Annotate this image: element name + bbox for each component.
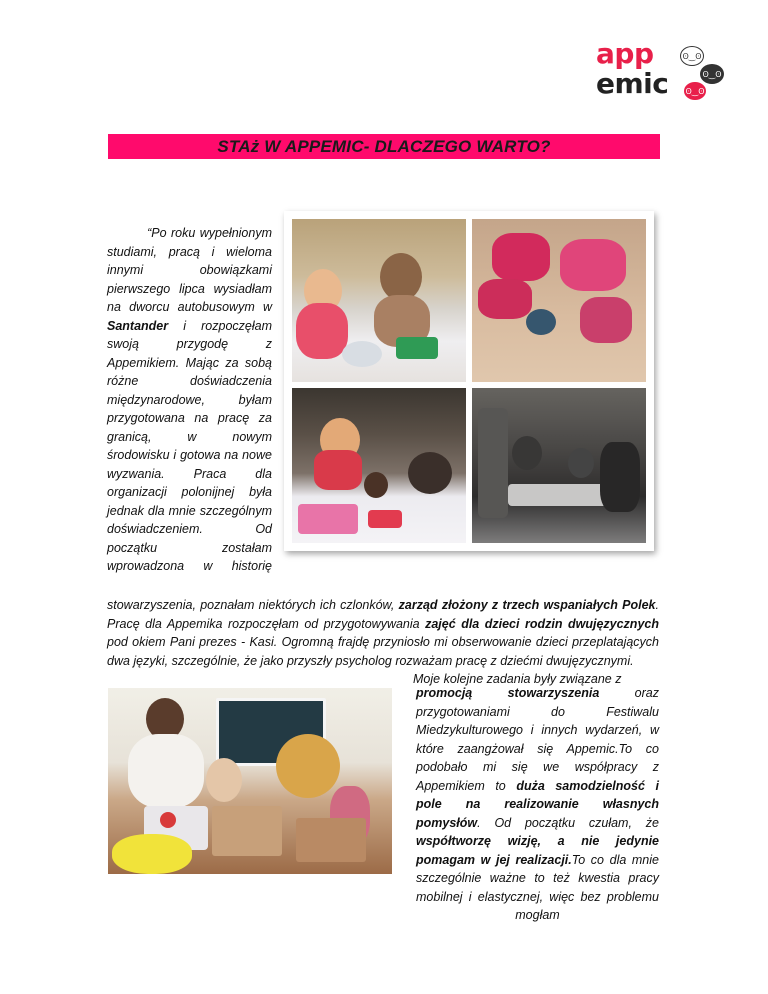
speech-bubble-icon: ʘ‿ʘ: [680, 46, 704, 66]
craft-pig: [580, 297, 632, 343]
craft-paper: [368, 510, 402, 528]
photo-street-workshop: [472, 388, 646, 543]
title-banner: [108, 134, 660, 159]
text-run-bold: Santander: [107, 318, 169, 333]
child-figure: [296, 303, 348, 359]
text-run-bold: współtworzę wizję, a nie jedynie pomagam w jej realizacji.: [416, 834, 659, 867]
cardboard-box: [296, 818, 366, 862]
text-run-bold: duża samodzielność i pole na realizowanie własnych pomysłów: [416, 778, 659, 830]
logo-word-emic: emic: [596, 67, 669, 100]
text-run: “Po roku wypełnionym studiami, pracą i wieloma innymi obowiązkami pierwszego lipca wysiadłam na dworcu autobusowym w: [107, 226, 273, 314]
child-figure: [364, 472, 388, 498]
photo-crafted-pigs: [472, 219, 646, 382]
photo-teacher-with-children: [292, 388, 466, 543]
bottle-cap: [526, 309, 556, 335]
appemic-logo: [596, 37, 736, 108]
yellow-feathers: [112, 834, 192, 874]
craft-pig: [478, 279, 532, 319]
text-run: To co dla mnie szczególnie ważne to też kwestia pracy mobilnej i elastycznej, więc bez problemu mogłam: [416, 852, 659, 922]
photo-collage: [284, 211, 654, 551]
craft-pig: [560, 239, 626, 291]
plastic-bottle: [342, 341, 382, 367]
right-column-text: [416, 684, 659, 925]
text-run: pod okiem Pani prezes - Kasi. Ogromną frajdę przyniosło mi obserwowanie dzieci przeplatających dwa języki, szczególnie, że jako przyszły psycholog rozważam pracę z dziećmi dwujęzycznymi.: [107, 635, 659, 668]
craft-paper: [298, 504, 358, 534]
speech-bubble-icon: ʘ‿ʘ: [684, 82, 706, 100]
craft-decoration: [160, 812, 176, 828]
logo-word-app: app: [596, 37, 654, 70]
text-run-bold: zajęć dla dzieci rodzin dwujęzycznych: [425, 616, 659, 631]
wide-paragraph: [107, 596, 659, 689]
adult-figure: [512, 436, 542, 470]
child-figure: [568, 448, 594, 478]
adult-figure: [600, 442, 640, 512]
text-run-bold: promocją stowarzyszenia: [416, 686, 600, 700]
text-run: stowarzyszenia, poznałam niektórych ich czlonków,: [107, 598, 399, 612]
text-run: oraz przygotowaniami do Festiwalu Miedzykulturowego i innych wydarzeń, w które zaangżował się Appemic.To co podobało mi się we współpracy z Appemikiem to: [416, 686, 659, 793]
adult-figure: [408, 452, 452, 494]
pillar: [478, 408, 508, 518]
adult-figure: [276, 734, 340, 798]
text-run-bold: zarząd złożony z trzech wspaniałych Polek: [398, 598, 656, 612]
text-run: Moje kolejne zadania były związane z: [413, 672, 622, 686]
adult-figure: [314, 450, 362, 490]
speech-bubble-icon: ʘ‿ʘ: [700, 64, 724, 84]
cardboard-box: [212, 806, 282, 856]
text-run: . Od początku czułam, że: [477, 815, 659, 830]
page-title: STAż W APPEMIC- DLACZEGO WARTO?: [217, 136, 551, 156]
adult-figure: [128, 734, 204, 808]
craft-paper: [396, 337, 438, 359]
child-figure: [380, 253, 422, 301]
photo-children-with-boxes: [108, 688, 392, 874]
photo-children-crafting: [292, 219, 466, 382]
text-run: . Pracę dla Appemika rozpoczęłam od przygotowywania: [107, 598, 659, 631]
craft-pig: [492, 233, 550, 281]
table: [508, 484, 608, 506]
left-column-text: [107, 224, 272, 576]
child-figure: [206, 758, 242, 802]
text-run: i rozpoczęłam swoją przygodę z Appemikiem. Mając za sobą różne doświadczenia międzynarodowe, byłam przygotowana na pracę za granicą, w nowym środowisku i gotowa na nowe wyzwania. Praca dla organizacji polonijnej była jednak dla mnie szczególnym doświadczeniem. Od początku zostałam wprowadzona w historię: [107, 318, 272, 573]
